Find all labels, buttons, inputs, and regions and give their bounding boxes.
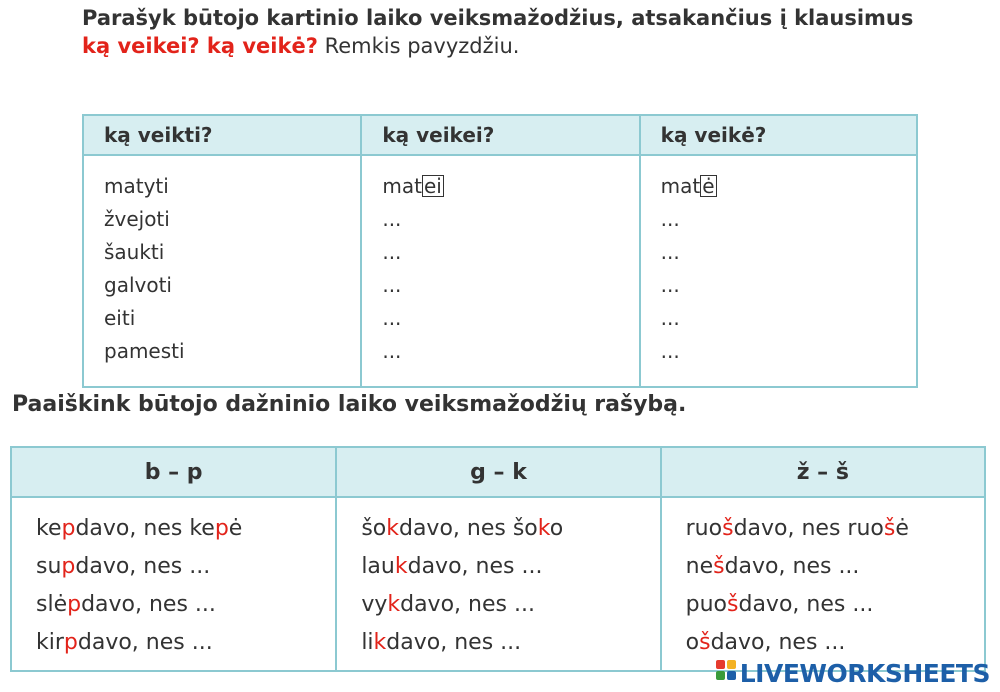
answer-blank[interactable]: ... [382, 306, 402, 330]
list-item[interactable]: kirpdavo, nes ... [36, 630, 213, 655]
list-item: matyti [104, 174, 169, 198]
answer-blank[interactable]: ... [382, 207, 402, 231]
list-item: pamesti [104, 339, 185, 363]
ending-box: ei [423, 174, 442, 198]
list-item[interactable]: slėpdavo, nes ... [36, 592, 216, 617]
header-ka-veikei: ką veikei? [361, 115, 639, 155]
list-item[interactable]: kepdavo, nes kepė [36, 516, 243, 541]
answer-blank[interactable]: ... [382, 240, 402, 264]
answer-blank[interactable]: ... [660, 339, 680, 363]
example-answer: mat ė [660, 174, 715, 198]
list-item[interactable]: puošdavo, nes ... [685, 592, 874, 617]
answer-blank[interactable]: ... [660, 240, 680, 264]
instruction-1-line1: Parašyk būtojo kartinio laiko veiksmažodžius, atsakančius į klausimus [82, 6, 914, 30]
instruction-1 [82, 4, 913, 60]
instruction-1-questions: ką veikei? ką veikė? [82, 34, 318, 58]
instruction-2: Paaiškink būtojo dažninio laiko veiksmažodžių rašybą. [12, 392, 687, 417]
list-item[interactable]: šokdavo, nes šoko [361, 516, 564, 541]
list-item: žvejoti [104, 207, 170, 231]
list-item[interactable]: nešdavo, nes ... [685, 554, 860, 579]
list-item: eiti [104, 306, 136, 330]
header-ka-veikti: ką veikti? [83, 115, 361, 155]
liveworksheets-logo [716, 658, 990, 688]
list-item[interactable]: vykdavo, nes ... [361, 592, 535, 617]
conjugation-table [82, 114, 918, 388]
header-ka-veike: ką veikė? [640, 115, 917, 155]
list-item[interactable]: likdavo, nes ... [361, 630, 522, 655]
answer-blank[interactable]: ... [660, 273, 680, 297]
instruction-1-hint: Remkis pavyzdžiu. [317, 34, 520, 58]
veikei-column [361, 155, 639, 387]
header-g-k: g – k [336, 447, 660, 497]
answer-blank[interactable]: ... [660, 306, 680, 330]
liveworksheets-logo-text: LIVEWORKSHEETS [739, 658, 990, 688]
veike-column [640, 155, 917, 387]
b-p-column [11, 497, 336, 671]
list-item[interactable]: supdavo, nes ... [36, 554, 211, 579]
z-s-column [661, 497, 985, 671]
example-answer: mat ei [382, 174, 442, 198]
list-item[interactable]: ruošdavo, nes ruošė [685, 516, 909, 541]
ending-box: ė [702, 174, 715, 198]
infinitive-column [83, 155, 361, 387]
header-b-p: b – p [11, 447, 336, 497]
list-item[interactable]: laukdavo, nes ... [361, 554, 543, 579]
spelling-table [10, 446, 986, 672]
list-item[interactable]: ošdavo, nes ... [685, 630, 846, 655]
answer-blank[interactable]: ... [382, 273, 402, 297]
list-item: šaukti [104, 240, 165, 264]
list-item: galvoti [104, 273, 172, 297]
answer-blank[interactable]: ... [660, 207, 680, 231]
liveworksheets-logo-icon [716, 660, 738, 686]
g-k-column [336, 497, 660, 671]
header-z-s: ž – š [661, 447, 985, 497]
answer-blank[interactable]: ... [382, 339, 402, 363]
